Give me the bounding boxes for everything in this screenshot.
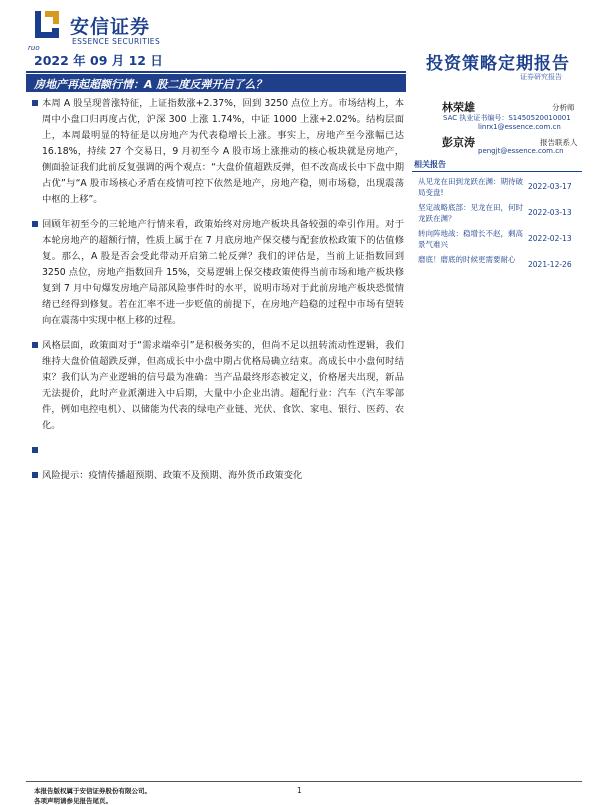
related-reports-title: 相关报告 [414,160,446,169]
related-report-link[interactable]: 磨底！磨底的时候更需要耐心 [418,255,516,264]
related-report-link[interactable]: 从见龙在田到龙跃在渊：期待破局变盘! [418,177,523,197]
header-divider [26,71,406,73]
analyst-name: 林荣雄 [442,101,475,114]
related-report-date: 2022-03-13 [528,208,572,217]
related-reports-divider [412,171,582,172]
brand-name-cn: 安信证券 [70,16,151,38]
risk-warning-text: 风险提示：疫情传播超预期、政策不及预期、海外货币政策变化 [42,470,303,481]
logo-mark-text: ruo [28,44,40,52]
related-report-date: 2022-02-13 [528,234,572,243]
footer-divider [26,781,582,782]
report-subtype: 证券研究报告 [520,73,562,81]
body-paragraph-text: 回顾年初至今的三轮地产行情来看，政策始终对房地产板块具备较强的牵引作用。对于本轮房地产的超额行情，性质上属于在 7 月底房地产保交楼与配套放松政策下的估值修复。那么，A 股是否会受此带动开启第二轮反弹？我们的评估是，当前上证指数回到 3250 点位，房地产指数回升 15%，交易逻辑上保交楼政策使得当前市场和地产板块修复到 7 月中旬爆发房地产局部风险事件时的水平，说明市场对于此前房地产板块恐慌情绪已经得到修复。若在汇率不进一步贬值的前提下，在房地产趋稳的过程中市场有望转向在震荡中实现中枢上移的过程。 [42,219,404,326]
brand-name-en: ESSENCE SECURITIES [72,37,161,46]
report-headline: 房地产再起超额行情：A 股二度反弹开启了么？ [34,78,267,91]
analyst-sac: SAC 执业证书编号：S1450520010001 [443,114,571,122]
bullet-square-icon [32,447,38,453]
body-paragraph-empty [32,443,404,459]
logo-mark-icon [32,8,62,44]
bullet-square-icon [32,221,38,227]
company-logo [28,6,178,56]
body-paragraph-text: 风格层面，政策面对于“需求端牵引”是积极务实的，但尚不足以扭转流动性逻辑，我们维持大盘价值超跌反弹，但高成长中小盘中期占优格局确立结束。高成长中小盘何时结束？我们认为产业逻辑的信号最为准确：当产品最终形态被定义，价格屠夫出现，新品无法提价，此时产业派潮进入中后期，大量中小企业出清。超配行业：汽车（汽车零部件，例如电控电机）、以储能为代表的绿电产业链、光伏、食饮、家电、银行、医药、农化。 [42,340,404,431]
analyst-name: 彭京涛 [442,136,475,149]
body-paragraph [32,217,404,329]
bullet-square-icon [32,342,38,348]
page-number: 1 [297,786,302,795]
related-report-link[interactable]: 转向阵地战：稳增长不赵，剩高景气难兴 [418,229,523,249]
body-paragraph [32,338,404,434]
related-report-date: 2022-03-17 [528,182,572,191]
footer-copyright: 本报告版权属于安信证券股份有限公司。 [34,787,151,795]
bullet-square-icon [32,100,38,106]
report-date: 2022 年 09 月 12 日 [34,53,163,68]
analyst-role: 分析师 [552,103,575,112]
analyst-email[interactable]: linrx1@essence.com.cn [478,123,561,131]
related-report-date: 2021-12-26 [528,260,572,269]
report-body [32,96,404,493]
body-paragraph [32,96,404,208]
footer-disclaimer: 各项声明请参见报告尾页。 [34,797,112,805]
bullet-square-icon [32,472,38,478]
body-paragraph-text: 本周 A 股呈现普涨特征，上证指数涨+2.37%，回到 3250 点位上方。市场结构上，本周中小盘口归再度占优，沪深 300 上涨 1.74%，中证 1000 上涨+2.02%。结构层面上，本周最明显的特征是以房地产为代表稳增长上涨。事实上，房地产至今涨幅已达 16.18%，持续 27 个交易日，9 月初至今 A 股市场上涨推动的核心板块就是房地产，侧面验证我们此前反复强调的两个观点：“大盘价值超跌反弹，但不改高成长中下盘中期占优”与“A 股市场核心矛盾在疫情可控下依然是地产，房地产稳，则市场稳，出现震荡中枢的上移”。 [42,98,404,205]
risk-warning [32,468,404,484]
analyst-email[interactable]: pengjt@essence.com.cn [478,147,564,155]
report-type-title: 投资策略定期报告 [426,54,570,74]
related-report-link[interactable]: 坚定战略底部：见龙在田，何时龙跃在渊？ [418,203,523,223]
analyst-role: 报告联系人 [540,138,578,147]
